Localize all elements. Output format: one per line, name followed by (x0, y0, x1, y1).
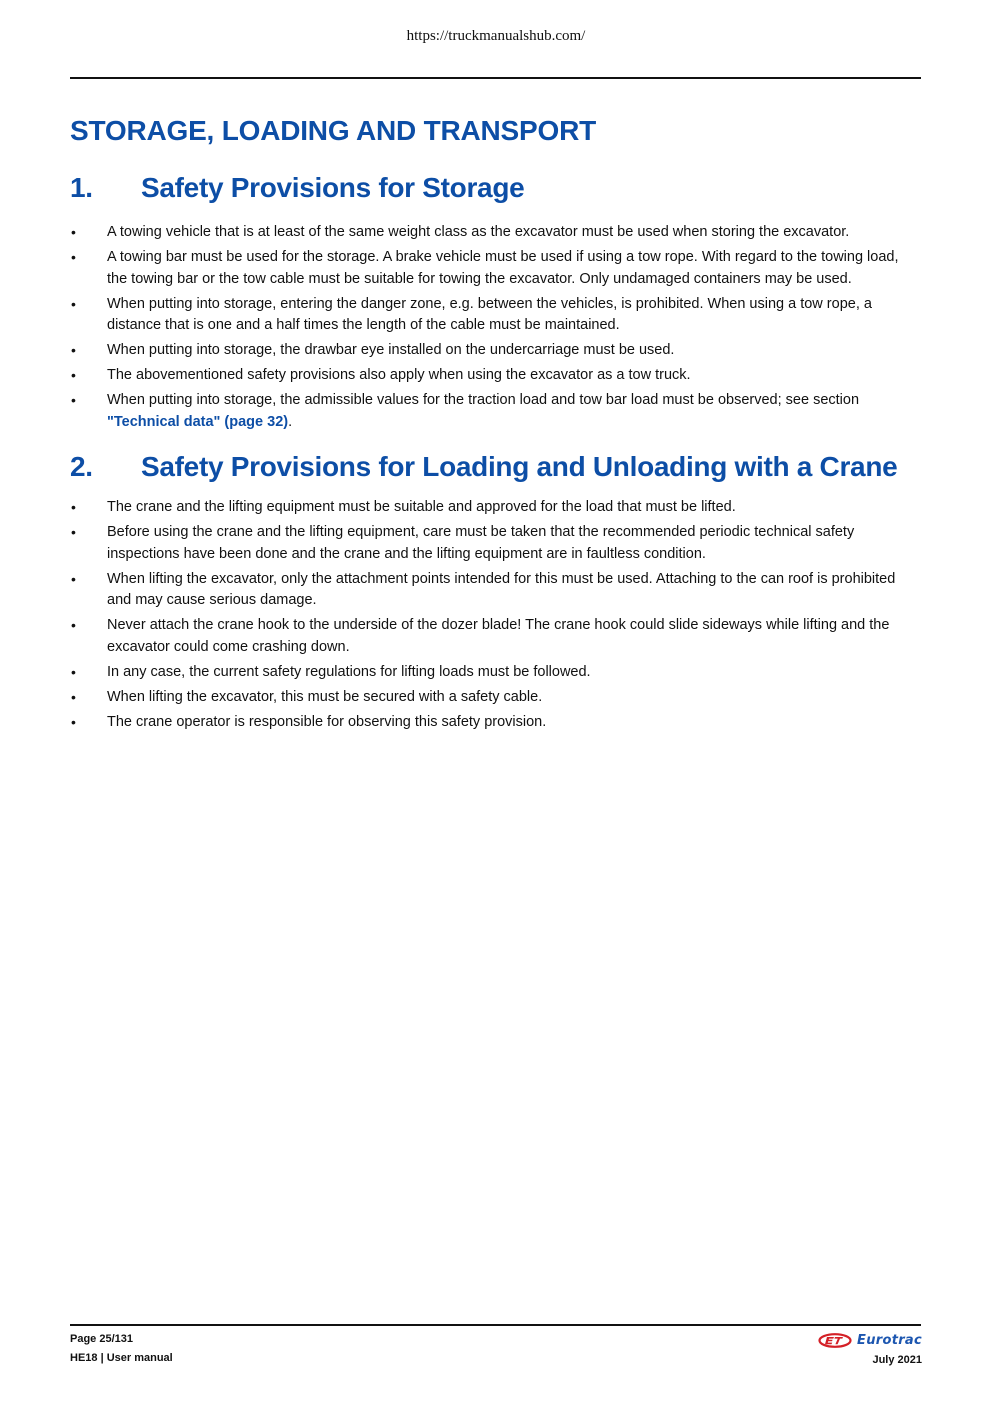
list-item-text: A towing vehicle that is at least of the same weight class as the excavator must be used when storing the excavator. (107, 224, 850, 240)
list-item-text: When putting into storage, entering the danger zone, e.g. between the vehicles, is prohibited. When using a tow rope, a distance that is one and a half times the length of the cable must be maintained. (107, 295, 872, 333)
list-item (70, 390, 921, 433)
site-url[interactable]: https://truckmanualshub.com/ (406, 28, 586, 44)
technical-data-link[interactable]: "Technical data" (page 32) (107, 413, 289, 430)
list-item (70, 497, 921, 519)
list-item-text: A towing bar must be used for the storage. A brake vehicle must be used if using a tow rope. With regard to the towing load, the towing bar or the tow cable must be suitable for towing the excavator. Only undamaged containers may be used. (107, 249, 899, 287)
bullet-dot: • (71, 295, 76, 312)
list-item-suffix: . (288, 413, 293, 430)
list-item (70, 247, 921, 290)
bullet-dot: • (71, 663, 76, 680)
list-item-text: The crane and the lifting equipment must be suitable and approved for the load that must be lifted. (107, 499, 736, 515)
bullet-dot: • (71, 392, 76, 408)
section-heading-storage (70, 168, 921, 208)
document-name: HE18 | User manual (70, 1352, 173, 1364)
list-item-text: In any case, the current safety regulations for lifting loads must be followed. (107, 663, 591, 680)
list-item-text: The crane operator is responsible for observing this safety provision. (107, 713, 547, 730)
bullet-dot: • (71, 617, 76, 633)
list-item (70, 222, 921, 244)
document-date: July 2021 (872, 1354, 922, 1366)
list-item (70, 615, 921, 658)
list-item (70, 712, 921, 734)
footer-divider (70, 1324, 921, 1326)
list-item (70, 522, 921, 565)
list-item (70, 569, 921, 612)
list-item (70, 662, 921, 684)
list-item-text: Before using the crane and the lifting equipment, care must be taken that the recommended periodic technical safety inspections have been done and the crane and the lifting equipment are in faultless condition. (107, 524, 855, 562)
bullet-dot: • (71, 367, 76, 383)
page-title: STORAGE, LOADING AND TRANSPORT (70, 115, 597, 146)
bullet-dot: • (71, 524, 76, 540)
list-item-text: When lifting the excavator, this must be secured with a safety cable. (107, 688, 543, 705)
list-item-text: When lifting the excavator, only the attachment points intended for this must be used. Attaching to the can roof is prohibited and may cause serious damage. (107, 570, 896, 608)
brand-name: Eurotrac (857, 1333, 922, 1348)
storage-provisions-list (70, 222, 921, 433)
list-item (70, 365, 921, 387)
bullet-dot: • (71, 249, 76, 265)
section-title: Safety Provisions for Loading and Unloading with a Crane (141, 451, 898, 482)
bullet-dot: • (71, 224, 76, 240)
list-item-text: Never attach the crane hook to the underside of the dozer blade! The crane hook could slide sideways while lifting and the excavator could come crashing down. (107, 617, 890, 655)
section-number: 1. (70, 172, 93, 203)
bullet-dot: • (71, 499, 76, 515)
page-number: Page 25/131 (70, 1333, 133, 1345)
list-item (70, 294, 921, 337)
section-heading-crane (70, 447, 921, 487)
list-item (70, 340, 921, 362)
footer-left (70, 1330, 173, 1368)
page-content (70, 110, 921, 737)
bullet-dot: • (71, 688, 76, 705)
list-item-text: When putting into storage, the admissible values for the traction load and tow bar load must be observed; see section (107, 392, 860, 408)
footer-right (818, 1332, 922, 1370)
section-number: 2. (70, 451, 93, 482)
eurotrac-logo-icon (818, 1333, 852, 1348)
list-item-text: When putting into storage, the drawbar eye installed on the undercarriage must be used. (107, 342, 675, 358)
list-item-text: The abovementioned safety provisions also apply when using the excavator as a tow truck. (107, 367, 691, 383)
crane-provisions-list (70, 497, 921, 733)
list-item (70, 687, 921, 709)
section-title: Safety Provisions for Storage (141, 172, 525, 203)
brand-logo (818, 1332, 922, 1349)
bullet-dot: • (71, 342, 76, 358)
header-divider (70, 77, 921, 79)
bullet-dot: • (71, 713, 76, 730)
bullet-dot: • (71, 570, 76, 587)
